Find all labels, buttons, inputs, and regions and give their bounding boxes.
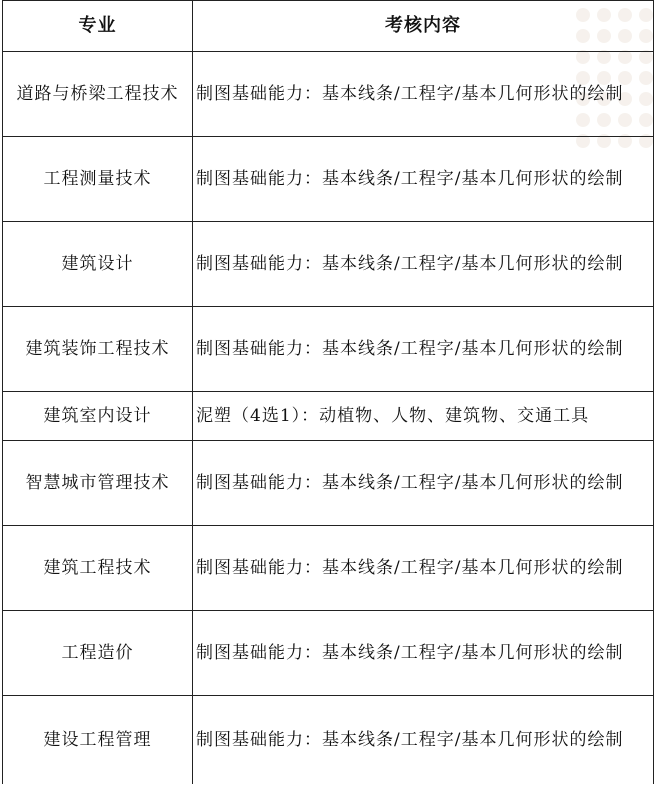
table-row — [3, 526, 654, 611]
content-cell: 制图基础能力：基本线条/工程字/基本几何形状的绘制 — [193, 696, 654, 785]
header-major: 专业 — [3, 1, 193, 52]
assessment-table — [2, 0, 654, 784]
table-row — [3, 52, 654, 137]
table-row — [3, 222, 654, 307]
table-header-row — [3, 1, 654, 52]
content-cell: 制图基础能力：基本线条/工程字/基本几何形状的绘制 — [193, 222, 654, 307]
table-row — [3, 137, 654, 222]
content-cell: 制图基础能力：基本线条/工程字/基本几何形状的绘制 — [193, 137, 654, 222]
major-cell: 智慧城市管理技术 — [3, 441, 193, 526]
table-row — [3, 392, 654, 441]
content-cell: 制图基础能力：基本线条/工程字/基本几何形状的绘制 — [193, 611, 654, 696]
content-cell: 泥塑（4选1）：动植物、人物、建筑物、交通工具 — [193, 392, 654, 441]
major-cell: 建筑装饰工程技术 — [3, 307, 193, 392]
major-cell: 道路与桥梁工程技术 — [3, 52, 193, 137]
major-cell: 工程造价 — [3, 611, 193, 696]
major-cell: 建筑设计 — [3, 222, 193, 307]
header-content: 考核内容 — [193, 1, 654, 52]
table-row — [3, 611, 654, 696]
content-cell: 制图基础能力：基本线条/工程字/基本几何形状的绘制 — [193, 526, 654, 611]
table-row — [3, 441, 654, 526]
table-row — [3, 696, 654, 785]
major-cell: 建筑工程技术 — [3, 526, 193, 611]
major-cell: 建设工程管理 — [3, 696, 193, 785]
major-cell: 建筑室内设计 — [3, 392, 193, 441]
content-cell: 制图基础能力：基本线条/工程字/基本几何形状的绘制 — [193, 441, 654, 526]
content-cell: 制图基础能力：基本线条/工程字/基本几何形状的绘制 — [193, 52, 654, 137]
major-cell: 工程测量技术 — [3, 137, 193, 222]
content-cell: 制图基础能力：基本线条/工程字/基本几何形状的绘制 — [193, 307, 654, 392]
table-row — [3, 307, 654, 392]
